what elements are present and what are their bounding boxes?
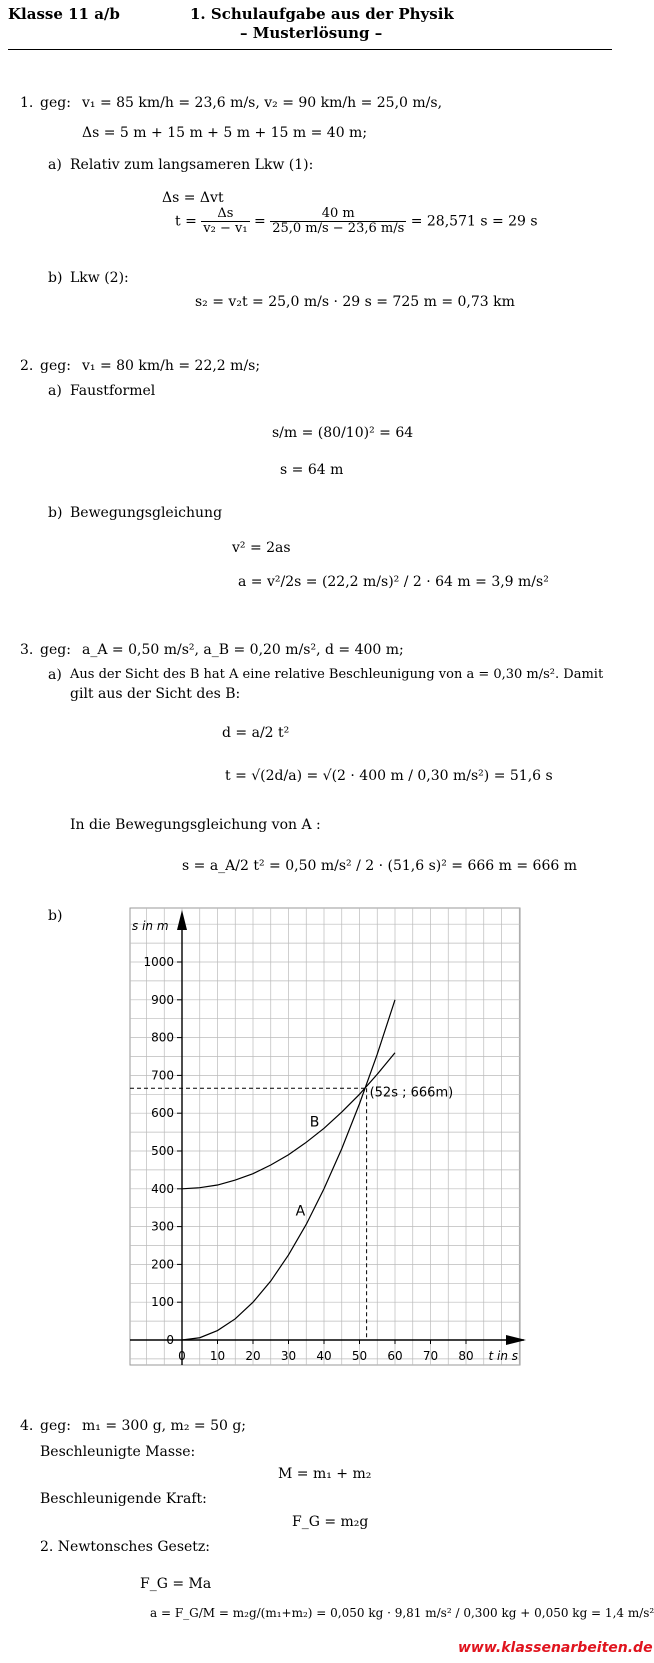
x-tick-label: 50 (351, 1349, 368, 1363)
problem-number: 2. (20, 358, 34, 374)
equation (175, 207, 538, 236)
equation: d = a/2 t² (222, 725, 290, 741)
x-tick-label: 40 (316, 1349, 332, 1363)
given-values: v₁ = 85 km/h = 23,6 m/s, v₂ = 90 km/h = 25,0 m/s, (82, 95, 443, 111)
given-values: v₁ = 80 km/h = 22,2 m/s; (82, 358, 261, 374)
y-tick-label: 800 (151, 1030, 174, 1045)
denominator: v₂ − v₁ (203, 221, 248, 236)
result: = 28,571 s = 29 s (410, 213, 538, 230)
subpart-label: a) (48, 383, 62, 399)
series-label-B: B (309, 1114, 320, 1131)
subpart-label: b) (48, 270, 63, 286)
given-values: a_A = 0,50 m/s², a_B = 0,20 m/s², d = 400 m; (82, 642, 404, 658)
x-tick-label: 60 (387, 1349, 403, 1363)
given-label: geg: (40, 642, 71, 658)
text-line: Beschleunigende Kraft: (40, 1491, 207, 1507)
x-tick-label: 70 (422, 1349, 439, 1363)
equation: s/m = (80/10)² = 64 (272, 425, 414, 441)
given-values: m₁ = 300 g, m₂ = 50 g; (82, 1418, 247, 1434)
fraction (201, 207, 249, 236)
x-axis-label: t in s (488, 1349, 518, 1363)
header-subtitle: – Musterlösung – (240, 24, 383, 42)
subpart-label: a) (48, 667, 62, 683)
equation: v² = 2as (232, 540, 291, 556)
denominator: 25,0 m/s − 23,6 m/s (272, 221, 405, 236)
y-tick-label: 100 (151, 1295, 174, 1310)
y-tick-label: 0 (166, 1333, 174, 1347)
subpart-text: Faustformel (70, 383, 156, 399)
equation: Δs = Δvt (162, 190, 224, 206)
subpart-label: a) (48, 157, 62, 173)
equation: s = 64 m (280, 462, 344, 478)
given-label: geg: (40, 358, 71, 374)
y-tick-label: 600 (151, 1106, 174, 1121)
y-tick-label: 400 (151, 1181, 174, 1196)
equation: t = √(2d/a) = √(2 · 400 m / 0,30 m/s²) = 51,6 s (225, 768, 553, 784)
x-axis-arrow (506, 1335, 526, 1345)
y-tick-label: 900 (151, 992, 174, 1007)
subpart-text: Lkw (2): (70, 270, 129, 286)
text-line: Beschleunigte Masse: (40, 1444, 196, 1460)
subpart-text: In die Bewegungsgleichung von A : (70, 817, 321, 833)
header-rule (8, 49, 612, 50)
equation: s = a_A/2 t² = 0,50 m/s² / 2 · (51,6 s)² = 666 m = 666 m (182, 858, 578, 874)
given-values: Δs = 5 m + 15 m + 5 m + 15 m = 40 m; (82, 125, 368, 141)
header-title: 1. Schulaufgabe aus der Physik (190, 5, 454, 23)
equation: a = v²/2s = (22,2 m/s)² / 2 · 64 m = 3,9 m/s² (238, 574, 549, 590)
y-tick-label: 1000 (143, 955, 174, 969)
header-class: Klasse 11 a/b (8, 5, 120, 23)
y-axis-label: s in m (132, 919, 169, 933)
equation: F_G = Ma (140, 1576, 212, 1592)
x-tick-label: 30 (280, 1349, 297, 1363)
equals: = (254, 213, 266, 230)
equation-lhs: t = (175, 213, 197, 230)
x-tick-label: 0 (178, 1349, 186, 1363)
y-axis-arrow (177, 910, 187, 930)
numerator: 40 m (270, 207, 406, 222)
subpart-label: b) (48, 505, 63, 521)
subpart-text: gilt aus der Sicht des B: (70, 686, 241, 702)
series-label-A: A (295, 1203, 306, 1220)
problem-number: 3. (20, 642, 34, 658)
motion-chart (130, 908, 550, 1383)
equation: M = m₁ + m₂ (278, 1466, 372, 1482)
x-tick-label: 80 (458, 1349, 474, 1363)
numerator: Δs (201, 207, 249, 222)
subpart-text: Bewegungsgleichung (70, 505, 223, 521)
y-tick-label: 300 (151, 1219, 174, 1234)
x-tick-label: 20 (245, 1349, 261, 1363)
fraction (270, 207, 406, 236)
problem-number: 4. (20, 1418, 34, 1434)
equation: F_G = m₂g (292, 1514, 369, 1530)
problem-number: 1. (20, 95, 34, 111)
given-label: geg: (40, 1418, 71, 1434)
y-tick-label: 200 (151, 1257, 174, 1272)
chart-frame (130, 908, 520, 1365)
text-line: 2. Newtonsches Gesetz: (40, 1539, 211, 1555)
equation: s₂ = v₂t = 25,0 m/s · 29 s = 725 m = 0,73 km (195, 294, 515, 310)
subpart-label: b) (48, 908, 63, 924)
y-tick-label: 700 (151, 1068, 174, 1083)
subpart-text: Aus der Sicht des B hat A eine relative Beschleunigung von a = 0,30 m/s². Damit (70, 667, 604, 682)
given-label: geg: (40, 95, 71, 111)
y-tick-label: 500 (151, 1144, 174, 1158)
equation: a = F_G/M = m₂g/(m₁+m₂) = 0,050 kg · 9,81 m/s² / 0,300 kg + 0,050 kg = 1,4 m/s² (150, 1606, 654, 1620)
annotation-label: (52s ; 666m) (369, 1085, 454, 1101)
x-tick-label: 10 (209, 1349, 226, 1363)
footer-brand-logo: www.klassenarbeiten.de (458, 1640, 653, 1656)
subpart-text: Relativ zum langsameren Lkw (1): (70, 157, 314, 173)
